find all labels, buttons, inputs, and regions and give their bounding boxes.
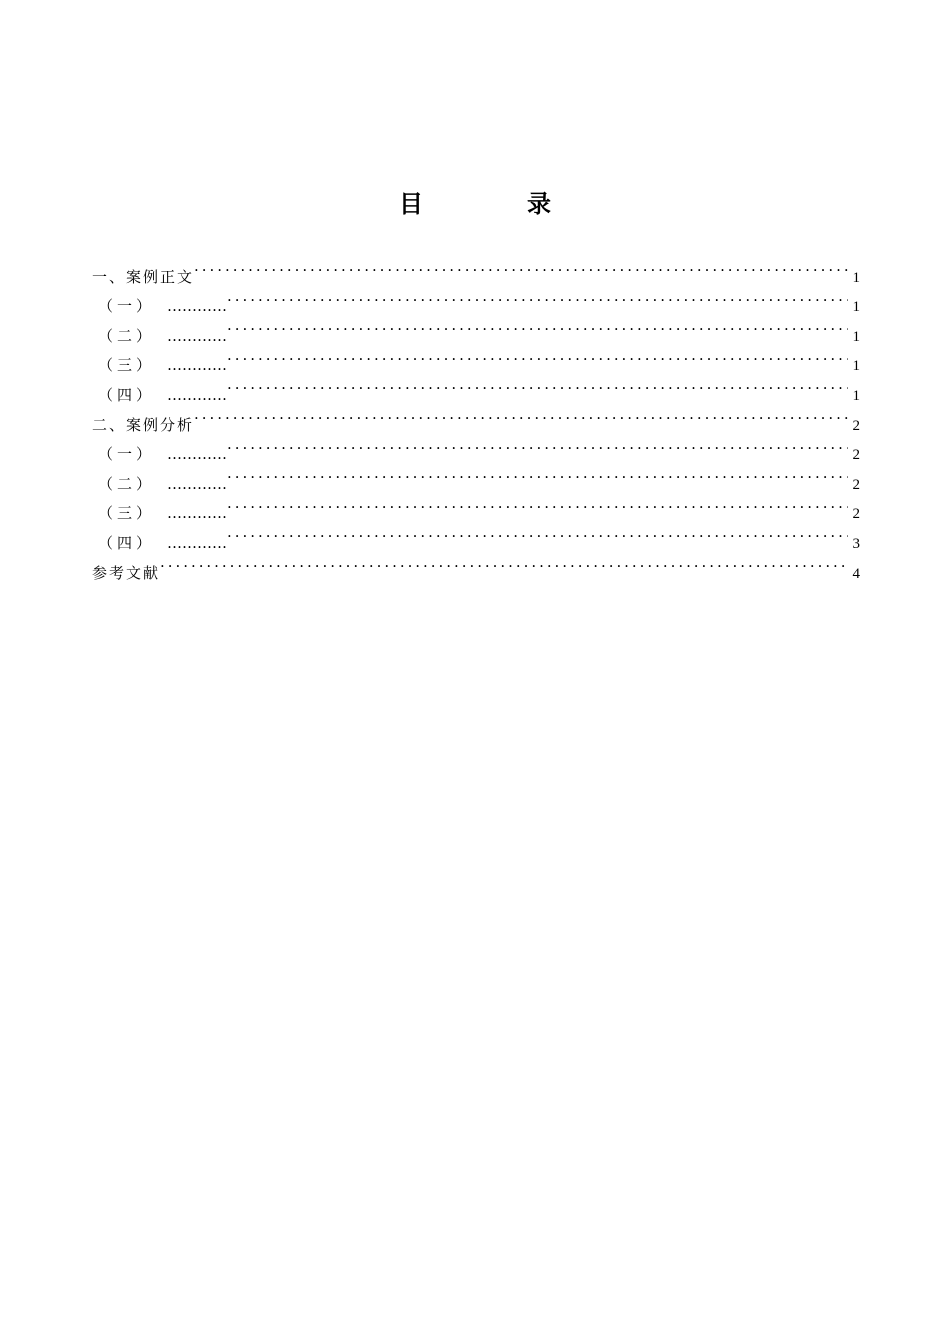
toc-entry[interactable] (92, 400, 860, 434)
toc-title (0, 186, 950, 222)
dot-leader (227, 518, 848, 548)
toc-entry-ellipsis: ………… (167, 356, 228, 375)
toc-entry-label: （三） (98, 504, 156, 523)
toc-entry-ellipsis: ………… (167, 297, 228, 316)
toc-entry-label: （二） (98, 474, 156, 493)
toc-entry-page-number: 1 (852, 387, 860, 404)
dot-leader (194, 252, 848, 282)
toc-entry-ellipsis: ………… (167, 474, 228, 493)
toc-entry-ellipsis: ………… (167, 445, 228, 464)
toc-entry-page-number: 4 (852, 565, 860, 582)
toc-entry-label: （四） (98, 533, 156, 552)
toc-entry-label: （一） (98, 297, 156, 316)
toc-entry[interactable] (92, 430, 860, 464)
toc-entry-page-number: 2 (852, 506, 860, 523)
toc-entry-page-number: 1 (852, 299, 860, 316)
toc-entry-page-number: 2 (852, 447, 860, 464)
toc-entry-page-number: 3 (852, 535, 860, 552)
toc-entry-label: 一、案例正文 (92, 267, 195, 286)
toc-entry-label: （一） (98, 445, 156, 464)
toc-entry-label: （四） (98, 385, 156, 404)
toc-entry-label: 二、案例分析 (92, 415, 195, 434)
toc-entry-label: （三） (98, 356, 156, 375)
toc-entry[interactable] (92, 282, 860, 316)
toc-entry-page-number: 1 (852, 328, 860, 345)
toc-entry[interactable] (92, 252, 860, 286)
dot-leader (227, 459, 848, 489)
toc-list (92, 252, 860, 582)
dot-leader (227, 489, 848, 519)
toc-entry-ellipsis: ………… (167, 385, 228, 404)
dot-leader (227, 341, 848, 371)
toc-entry-page-number: 1 (852, 269, 860, 286)
dot-leader (227, 311, 848, 341)
toc-entry-label: 参考文献 (92, 563, 161, 582)
toc-entry-ellipsis: ………… (167, 504, 228, 523)
toc-entry[interactable] (92, 548, 860, 582)
dot-leader (194, 400, 848, 430)
toc-entry-label: （二） (98, 326, 156, 345)
toc-entry-page-number: 1 (852, 358, 860, 375)
toc-entry-page-number: 2 (852, 417, 860, 434)
dot-leader (227, 282, 848, 312)
toc-entry-page-number: 2 (852, 476, 860, 493)
toc-entry-ellipsis: ………… (167, 326, 228, 345)
toc-entry-ellipsis: ………… (167, 533, 228, 552)
toc-title-char: 录 (527, 190, 551, 218)
dot-leader (160, 548, 848, 578)
dot-leader (227, 430, 848, 460)
toc-title-char: 目 (399, 190, 423, 218)
dot-leader (227, 370, 848, 400)
